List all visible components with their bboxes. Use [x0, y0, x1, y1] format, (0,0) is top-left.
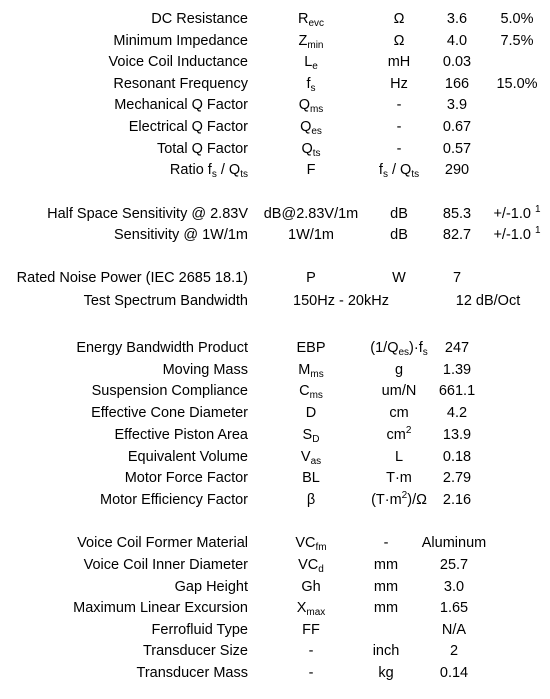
row-mechanical-q: Mechanical Q Factor $Q_{ms}$ - 3.9 — [114, 97, 468, 115]
param-name: Motor Efficiency Factor — [99, 492, 248, 508]
row-energy-bandwidth-product: Energy Bandwidth Product EBP $(1/Q_{es})\cdot f_s$ 247 — [76, 340, 470, 358]
row-piston-area: Effective Piston Area $S_D$ $cm^2$ 13.9 — [114, 425, 472, 445]
param-name: Electrical Q Factor — [128, 119, 248, 135]
row-electrical-q: Electrical Q Factor $Q_{es}$ - 0.67 — [128, 119, 472, 137]
param-name: Voice Coil Former Material — [77, 535, 248, 551]
row-motor-force-factor: Motor Force Factor BL T·m 2.79 — [124, 470, 472, 486]
row-max-linear-excursion: Maximum Linear Excursion $X_{max}$ mm 1.65 — [73, 600, 469, 618]
row-vc-inner-diameter: Voice Coil Inner Diameter $VC_d$ mm 25.7 — [83, 557, 469, 575]
param-name: Transducer Size — [142, 643, 248, 659]
row-transducer-mass: Transducer Mass - kg 0.14 — [136, 665, 469, 681]
param-name: Effective Cone Diameter — [91, 405, 248, 421]
row-dc-resistance: DC Resistance $R_{evc}$ Ω 3.6 5.0% — [151, 11, 534, 29]
param-name: Minimum Impedance — [113, 33, 248, 49]
param-name: Ferrofluid Type — [151, 622, 248, 638]
param-name: Voice Coil Inductance — [108, 54, 248, 70]
param-name: Suspension Compliance — [91, 383, 248, 399]
row-voice-coil-inductance: Voice Coil Inductance $L_e$ mH 0.03 — [108, 54, 472, 72]
row-motor-efficiency: Motor Efficiency Factor β $(T\cdot m^2)/\Omega$ 2.16 — [99, 490, 472, 508]
param-name: Maximum Linear Excursion — [73, 600, 248, 616]
row-half-space-sensitivity: Half Space Sensitivity @ 2.83V dB@2.83V/1m dB 85.3 +/-1.0 $^1$ — [47, 204, 541, 222]
param-name: Equivalent Volume — [127, 449, 248, 465]
param-name: Transducer Mass — [136, 665, 248, 681]
param-name: Motor Force Factor — [124, 470, 248, 486]
param-name: Rated Noise Power (IEC 2685 18.1) — [16, 270, 248, 286]
param-name: Mechanical Q Factor — [114, 97, 248, 113]
row-moving-mass: Moving Mass $M_{ms}$ g 1.39 — [162, 362, 472, 380]
param-name: Effective Piston Area — [114, 427, 248, 443]
param-name: Gap Height — [174, 579, 248, 595]
param-name: Total Q Factor — [156, 141, 248, 157]
row-rated-noise-power: Rated Noise Power (IEC 2685 18.1) P W 7 — [16, 270, 462, 286]
row-sensitivity: Sensitivity @ 1W/1m 1W/1m dB 82.7 +/-1.0 $^1$ — [114, 225, 541, 243]
param-name: Energy Bandwidth Product — [76, 340, 248, 356]
row-transducer-size: Transducer Size - inch 2 — [142, 643, 459, 659]
row-ratio-fs-qts: Ratio $f_s / Q_{ts}$ F $f_s / Q_{ts}$ 290 — [169, 162, 470, 180]
row-minimum-impedance: Minimum Impedance $Z_{min}$ Ω 4.0 7.5% — [113, 33, 534, 51]
param-name: Half Space Sensitivity @ 2.83V — [47, 206, 248, 222]
param-name: Ratio $f_s / Q_{ts}$ — [169, 162, 248, 180]
row-test-spectrum-bandwidth: Test Spectrum Bandwidth 150Hz - 20kHz 12 dB/Oct — [83, 293, 521, 309]
row-ferrofluid-type: Ferrofluid Type FF N/A — [151, 622, 467, 638]
param-name: Voice Coil Inner Diameter — [83, 557, 248, 573]
row-gap-height: Gap Height Gh mm 3.0 — [174, 579, 465, 595]
param-name: Moving Mass — [162, 362, 248, 378]
param-name: Sensitivity @ 1W/1m — [114, 227, 248, 243]
row-suspension-compliance: Suspension Compliance $C_{ms}$ um/N 661.1 — [91, 383, 476, 401]
row-resonant-frequency: Resonant Frequency $f_s$ Hz 166 15.0% — [113, 76, 538, 94]
row-vc-former-material: Voice Coil Former Material $VC_{fm}$ - Aluminum — [77, 535, 487, 553]
row-cone-diameter: Effective Cone Diameter D cm 4.2 — [91, 405, 468, 421]
row-total-q: Total Q Factor $Q_{ts}$ - 0.57 — [156, 141, 472, 159]
param-name: Resonant Frequency — [113, 76, 248, 92]
param-name: Test Spectrum Bandwidth — [83, 293, 248, 309]
row-equivalent-volume: Equivalent Volume $V_{as}$ L 0.18 — [127, 449, 472, 467]
param-name: DC Resistance — [151, 11, 248, 27]
